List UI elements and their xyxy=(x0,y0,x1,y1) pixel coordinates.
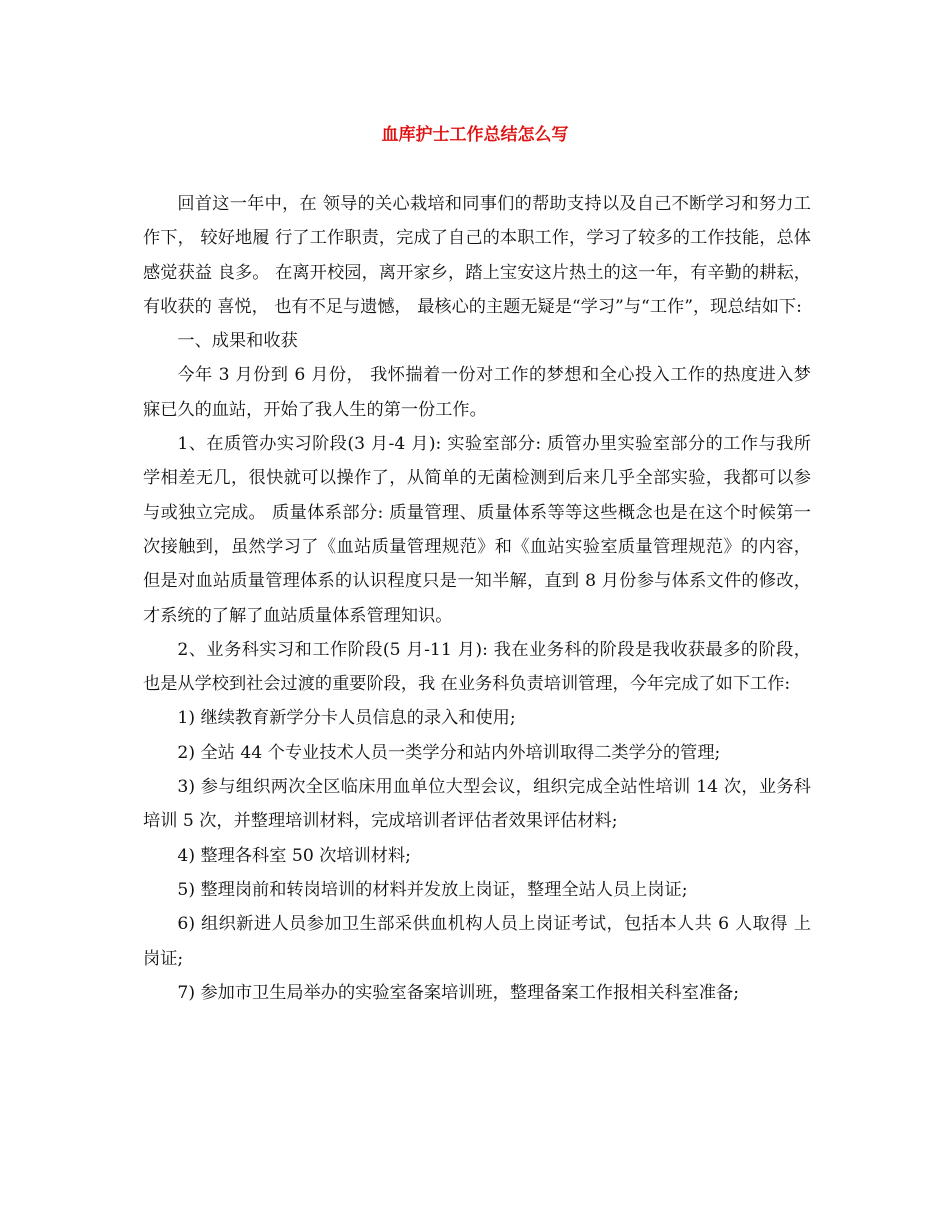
list-item-1: 1) 继续教育新学分卡人员信息的录入和使用; xyxy=(177,708,516,729)
document-body xyxy=(143,187,811,1010)
document-title: 血库护士工作总结怎么写 xyxy=(381,125,569,145)
paragraph-quality-office: 1、在质管办实习阶段(3 月-4 月): 实验室部分: 质管办里实验室部分的工作与我所学相差无几，很快就可以操作了，从简单的无菌检测到后来几乎全部实验，我都可以参与或独立完成。 质量体系部分: 质量管理、质量体系等等这些概念也是在这个时候第一次接触到，虽然学习了《血站质量管理规范》和《血站实验室质量管理规范》的内容，但是对血站质量管理体系的认识程度只是一知半解，直到 8 月份参与体系文件的修改，才系统的了解了血站质量体系管理知识。 xyxy=(143,434,811,626)
list-item-7: 7) 参加市卫生局举办的实验室备案培训班，整理备案工作报相关科室准备; xyxy=(177,982,740,1003)
list-item-6: 6) 组织新进人员参加卫生部采供血机构人员上岗证考试，包括本人共 6 人取得 上岗证; xyxy=(143,914,811,969)
section-heading-results: 一、成果和收获 xyxy=(177,331,298,352)
paragraph-intro: 回首这一年中，在 领导的关心栽培和同事们的帮助支持以及自己不断学习和努力工作下， 较好地履 行了工作职责，完成了自己的本职工作，学习了较多的工作技能，总体感觉获益 良多。 在离开校园，离开家乡，踏上宝安这片热土的这一年，有辛勤的耕耘，有收获的 喜悦， 也有不足与遗憾， 最核心的主题无疑是“学习”与“工作”，现总结如下: xyxy=(143,194,811,317)
list-item-5: 5) 整理岗前和转岗培训的材料并发放上岗证，整理全站人员上岗证; xyxy=(177,879,688,900)
paragraph-start-work: 今年 3 月份到 6 月份， 我怀揣着一份对工作的梦想和全心投入工作的热度进入梦 寐已久的血站，开始了我人生的第一份工作。 xyxy=(143,365,811,420)
list-item-4: 4) 整理各科室 50 次培训材料; xyxy=(177,845,411,866)
paragraph-business-dept: 2、业务科实习和工作阶段(5 月-11 月): 我在业务科的阶段是我收获最多的阶段，也是从学校到社会过渡的重要阶段，我 在业务科负责培训管理，今年完成了如下工作: xyxy=(143,639,811,695)
list-item-2: 2) 全站 44 个专业技术人员一类学分和站内外培训取得二类学分的管理; xyxy=(177,742,721,763)
list-item-3: 3) 参与组织两次全区临床用血单位大型会议，组织完成全站性培训 14 次，业务科培训 5 次，并整理培训材料，完成培训者评估者效果评估材料; xyxy=(143,777,811,832)
